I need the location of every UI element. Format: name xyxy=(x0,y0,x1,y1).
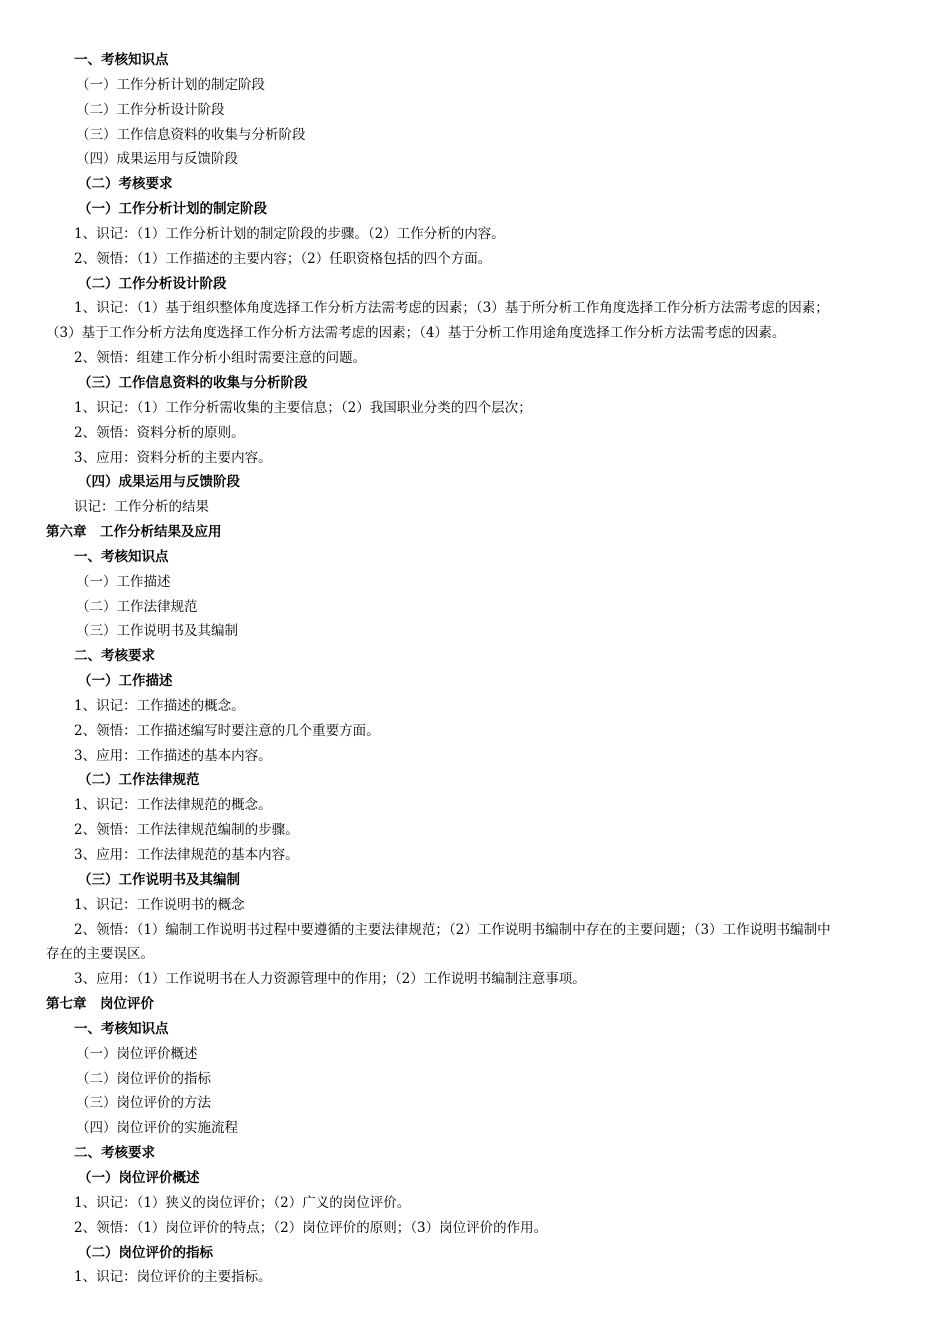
list-item: （三）工作信息资料的收集与分析阶段 xyxy=(76,126,306,143)
list-item: （三）岗位评价的方法 xyxy=(76,1095,211,1112)
list-item: （二）工作法律规范 xyxy=(76,598,198,615)
continuation-line: 存在的主要误区。 xyxy=(46,946,154,963)
section-heading: 一、考核知识点 xyxy=(74,548,169,565)
numbered-item: 2、领悟：资料分析的原则。 xyxy=(74,424,245,441)
numbered-item: 1、识记：（1）狭义的岗位评价；（2）广义的岗位评价。 xyxy=(74,1194,411,1211)
sub-heading: （三）工作信息资料的收集与分析阶段 xyxy=(78,374,308,391)
numbered-item: 1、识记：岗位评价的主要指标。 xyxy=(74,1269,272,1286)
numbered-item: 2、领悟：（1）工作描述的主要内容；（2）任职资格包括的四个方面。 xyxy=(74,250,492,267)
document-body xyxy=(0,48,950,1290)
section-heading: 二、考核要求 xyxy=(74,1145,155,1162)
numbered-item: 2、领悟：组建工作分析小组时需要注意的问题。 xyxy=(74,350,367,367)
list-item: （一）工作分析计划的制定阶段 xyxy=(76,76,265,93)
list-item: （四）成果运用与反馈阶段 xyxy=(76,151,238,168)
numbered-item: 1、识记：工作法律规范的概念。 xyxy=(74,797,272,814)
numbered-item: 1、识记：工作描述的概念。 xyxy=(74,697,245,714)
list-item: （一）岗位评价概述 xyxy=(76,1045,198,1062)
numbered-item: 3、应用：（1）工作说明书在人力资源管理中的作用；（2）工作说明书编制注意事项。 xyxy=(74,971,586,988)
numbered-item: 2、领悟：（1）编制工作说明书过程中要遵循的主要法律规范；（2）工作说明书编制中存在的主要问题；（3）工作说明书编制中 xyxy=(74,921,831,938)
sub-heading: （二）工作分析设计阶段 xyxy=(78,275,227,292)
numbered-item: 1、识记：工作说明书的概念 xyxy=(74,896,245,913)
section-heading: 一、考核知识点 xyxy=(74,52,169,68)
numbered-item: 2、领悟：（1）岗位评价的特点；（2）岗位评价的原则；（3）岗位评价的作用。 xyxy=(74,1219,548,1236)
numbered-item: 3、应用：工作描述的基本内容。 xyxy=(74,747,272,764)
chapter-heading: 第六章 工作分析结果及应用 xyxy=(46,524,222,541)
numbered-item: 1、识记：（1）基于组织整体角度选择工作分析方法需考虑的因素；（3）基于所分析工作角度选择工作分析方法需考虑的因素； xyxy=(74,300,829,317)
list-item: （二）岗位评价的指标 xyxy=(76,1070,211,1087)
list-item: （二）工作分析设计阶段 xyxy=(76,101,225,118)
list-item: （四）岗位评价的实施流程 xyxy=(76,1120,238,1137)
sub-heading: （三）工作说明书及其编制 xyxy=(78,871,240,888)
numbered-item: 2、领悟：工作描述编写时要注意的几个重要方面。 xyxy=(74,722,380,739)
sub-heading: （二）工作法律规范 xyxy=(78,772,200,789)
section-heading: 二、考核要求 xyxy=(74,648,155,665)
section-heading: 一、考核知识点 xyxy=(74,1020,169,1037)
list-item: （一）工作描述 xyxy=(76,573,171,590)
chapter-heading: 第七章 岗位评价 xyxy=(46,996,154,1013)
sub-heading: （二）岗位评价的指标 xyxy=(78,1244,213,1261)
sub-heading: （四）成果运用与反馈阶段 xyxy=(78,474,240,491)
numbered-item: 1、识记：（1）工作分析需收集的主要信息；（2）我国职业分类的四个层次； xyxy=(74,399,532,416)
numbered-item: 3、应用：工作法律规范的基本内容。 xyxy=(74,847,299,863)
numbered-item: 2、领悟：工作法律规范编制的步骤。 xyxy=(74,822,299,839)
continuation-line: （3）基于工作分析方法角度选择工作分析方法需考虑的因素；（4）基于分析工作用途角度选择工作分析方法需考虑的因素。 xyxy=(46,325,786,342)
numbered-item: 识记：工作分析的结果 xyxy=(74,499,209,516)
numbered-item: 3、应用：资料分析的主要内容。 xyxy=(74,449,272,466)
sub-heading: （一）工作描述 xyxy=(78,673,173,690)
sub-heading: （一）工作分析计划的制定阶段 xyxy=(78,201,267,218)
sub-heading: （二）考核要求 xyxy=(78,176,173,193)
list-item: （三）工作说明书及其编制 xyxy=(76,623,238,640)
sub-heading: （一）岗位评价概述 xyxy=(78,1169,200,1186)
numbered-item: 1、识记：（1）工作分析计划的制定阶段的步骤。（2）工作分析的内容。 xyxy=(74,225,505,242)
